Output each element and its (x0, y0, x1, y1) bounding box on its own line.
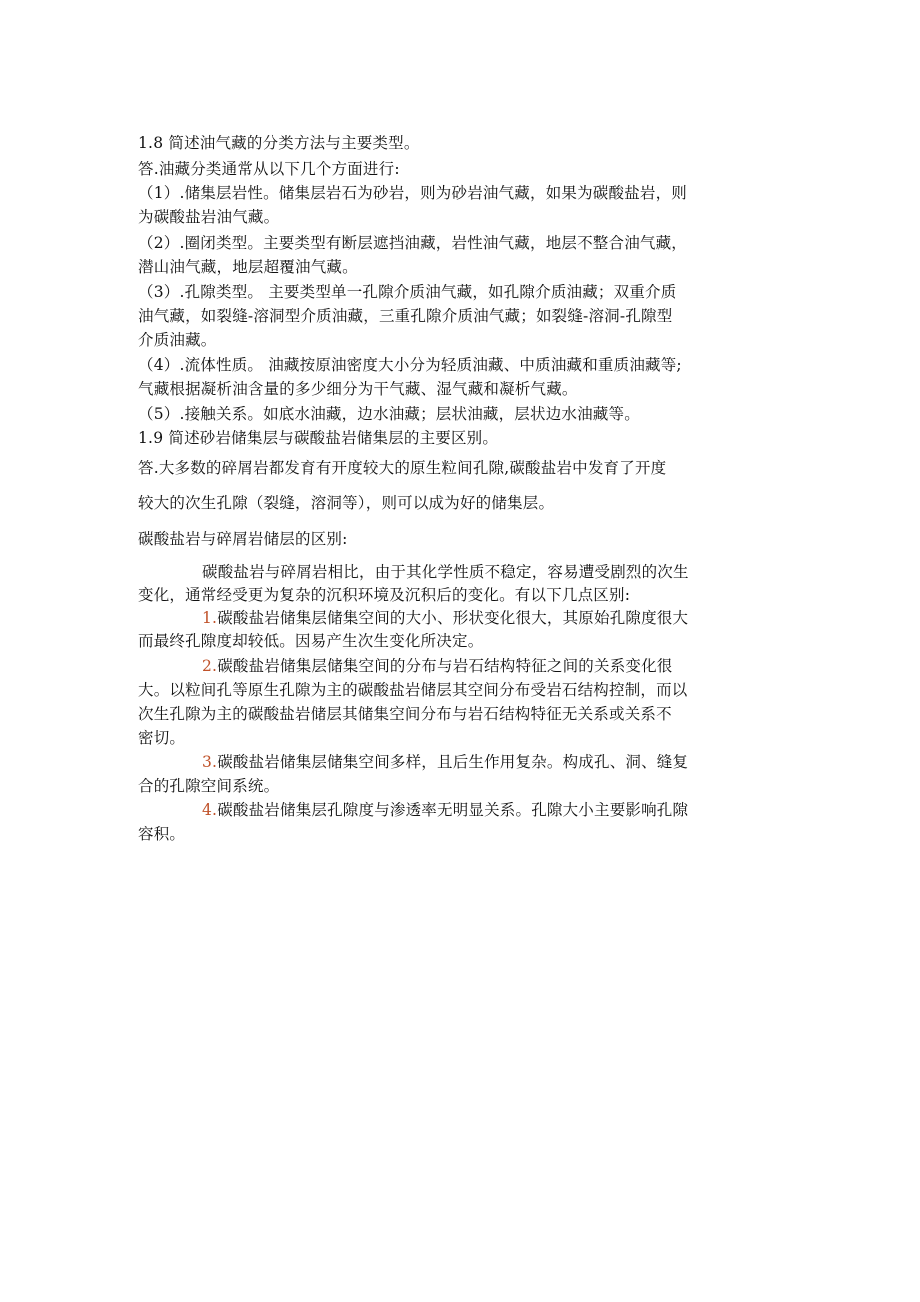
point-1-number: 1. (202, 609, 218, 627)
q18-item1-line1: （1）.储集层岩性。储集层岩石为砂岩，则为砂岩油气藏，如果为碳酸盐岩，则 (138, 184, 687, 202)
q19-heading: 1.9 简述砂岩储集层与碳酸盐岩储集层的主要区别。 (138, 429, 499, 447)
point-4-line1 (202, 799, 852, 822)
point-2-line1 (202, 655, 852, 678)
point-2-number: 2. (202, 657, 218, 675)
q18-item4-line1: （4）.流体性质。 油藏按原油密度大小分为轻质油藏、中质油藏和重质油藏等; (138, 356, 682, 374)
q18-item3-line3: 介质油藏。 (138, 331, 217, 349)
point-3-line2: 合的孔隙空间系统。 (138, 777, 280, 795)
q19-diff-title: 碳酸盐岩与碎屑岩储层的区别: (138, 530, 348, 548)
q19-diff-intro-line1: 碳酸盐岩与碎屑岩相比，由于其化学性质不稳定，容易遭受剧烈的次生 (202, 563, 689, 581)
q18-item2-line1: （2）.圈闭类型。主要类型有断层遮挡油藏，岩性油气藏，地层不整合油气藏， (138, 234, 687, 252)
q18-answer-intro: 答.油藏分类通常从以下几个方面进行: (138, 160, 400, 178)
q19-diff-intro-line2: 变化，通常经受更为复杂的沉积环境及沉积后的变化。有以下几点区别: (138, 586, 631, 604)
point-1-line2: 而最终孔隙度却较低。因易产生次生变化所决定。 (138, 632, 484, 650)
point-1-line1 (202, 607, 852, 630)
point-2-line4: 密切。 (138, 729, 186, 747)
point-3-number: 3. (202, 753, 218, 771)
q18-item1-line2: 为碳酸盐岩油气藏。 (138, 208, 280, 226)
point-3-line1 (202, 751, 852, 774)
q19-answer-line2: 较大的次生孔隙（裂缝，溶洞等），则可以成为好的储集层。 (138, 494, 555, 512)
q18-item5-line1: （5）.接触关系。如底水油藏，边水油藏；层状油藏，层状边水油藏等。 (138, 405, 640, 423)
point-1-text: 碳酸盐岩储集层储集空间的大小、形状变化很大，其原始孔隙度很大 (217, 609, 689, 627)
q18-item3-line1: （3）.孔隙类型。 主要类型单一孔隙介质油气藏，如孔隙介质油藏；双重介质 (138, 283, 677, 301)
point-4-text: 碳酸盐岩储集层孔隙度与渗透率无明显关系。孔隙大小主要影响孔隙 (217, 801, 689, 819)
q18-item2-line2: 潜山油气藏，地层超覆油气藏。 (138, 258, 358, 276)
q18-item3-line2: 油气藏，如裂缝-溶洞型介质油藏，三重孔隙介质油气藏；如裂缝-溶洞-孔隙型 (138, 307, 673, 325)
point-4-number: 4. (202, 801, 218, 819)
q18-heading: 1.8 简述油气藏的分类方法与主要类型。 (138, 134, 420, 152)
q19-answer-line1: 答.大多数的碎屑岩都发育有开度较大的原生粒间孔隙,碳酸盐岩中发育了开度 (138, 459, 667, 477)
q18-item4-line2: 气藏根据凝析油含量的多少细分为干气藏、湿气藏和凝析气藏。 (138, 380, 578, 398)
point-2-line2: 大。以粒间孔等原生孔隙为主的碳酸盐岩储层其空间分布受岩石结构控制，而以 (138, 681, 688, 699)
point-4-line2: 容积。 (138, 825, 186, 843)
point-2-line3: 次生孔隙为主的碳酸盐岩储层其储集空间分布与岩石结构特征无关系或关系不 (138, 705, 672, 723)
point-2-text: 碳酸盐岩储集层储集空间的分布与岩石结构特征之间的关系变化很 (217, 657, 673, 675)
point-3-text: 碳酸盐岩储集层储集空间多样，且后生作用复杂。构成孔、洞、缝复 (217, 753, 689, 771)
